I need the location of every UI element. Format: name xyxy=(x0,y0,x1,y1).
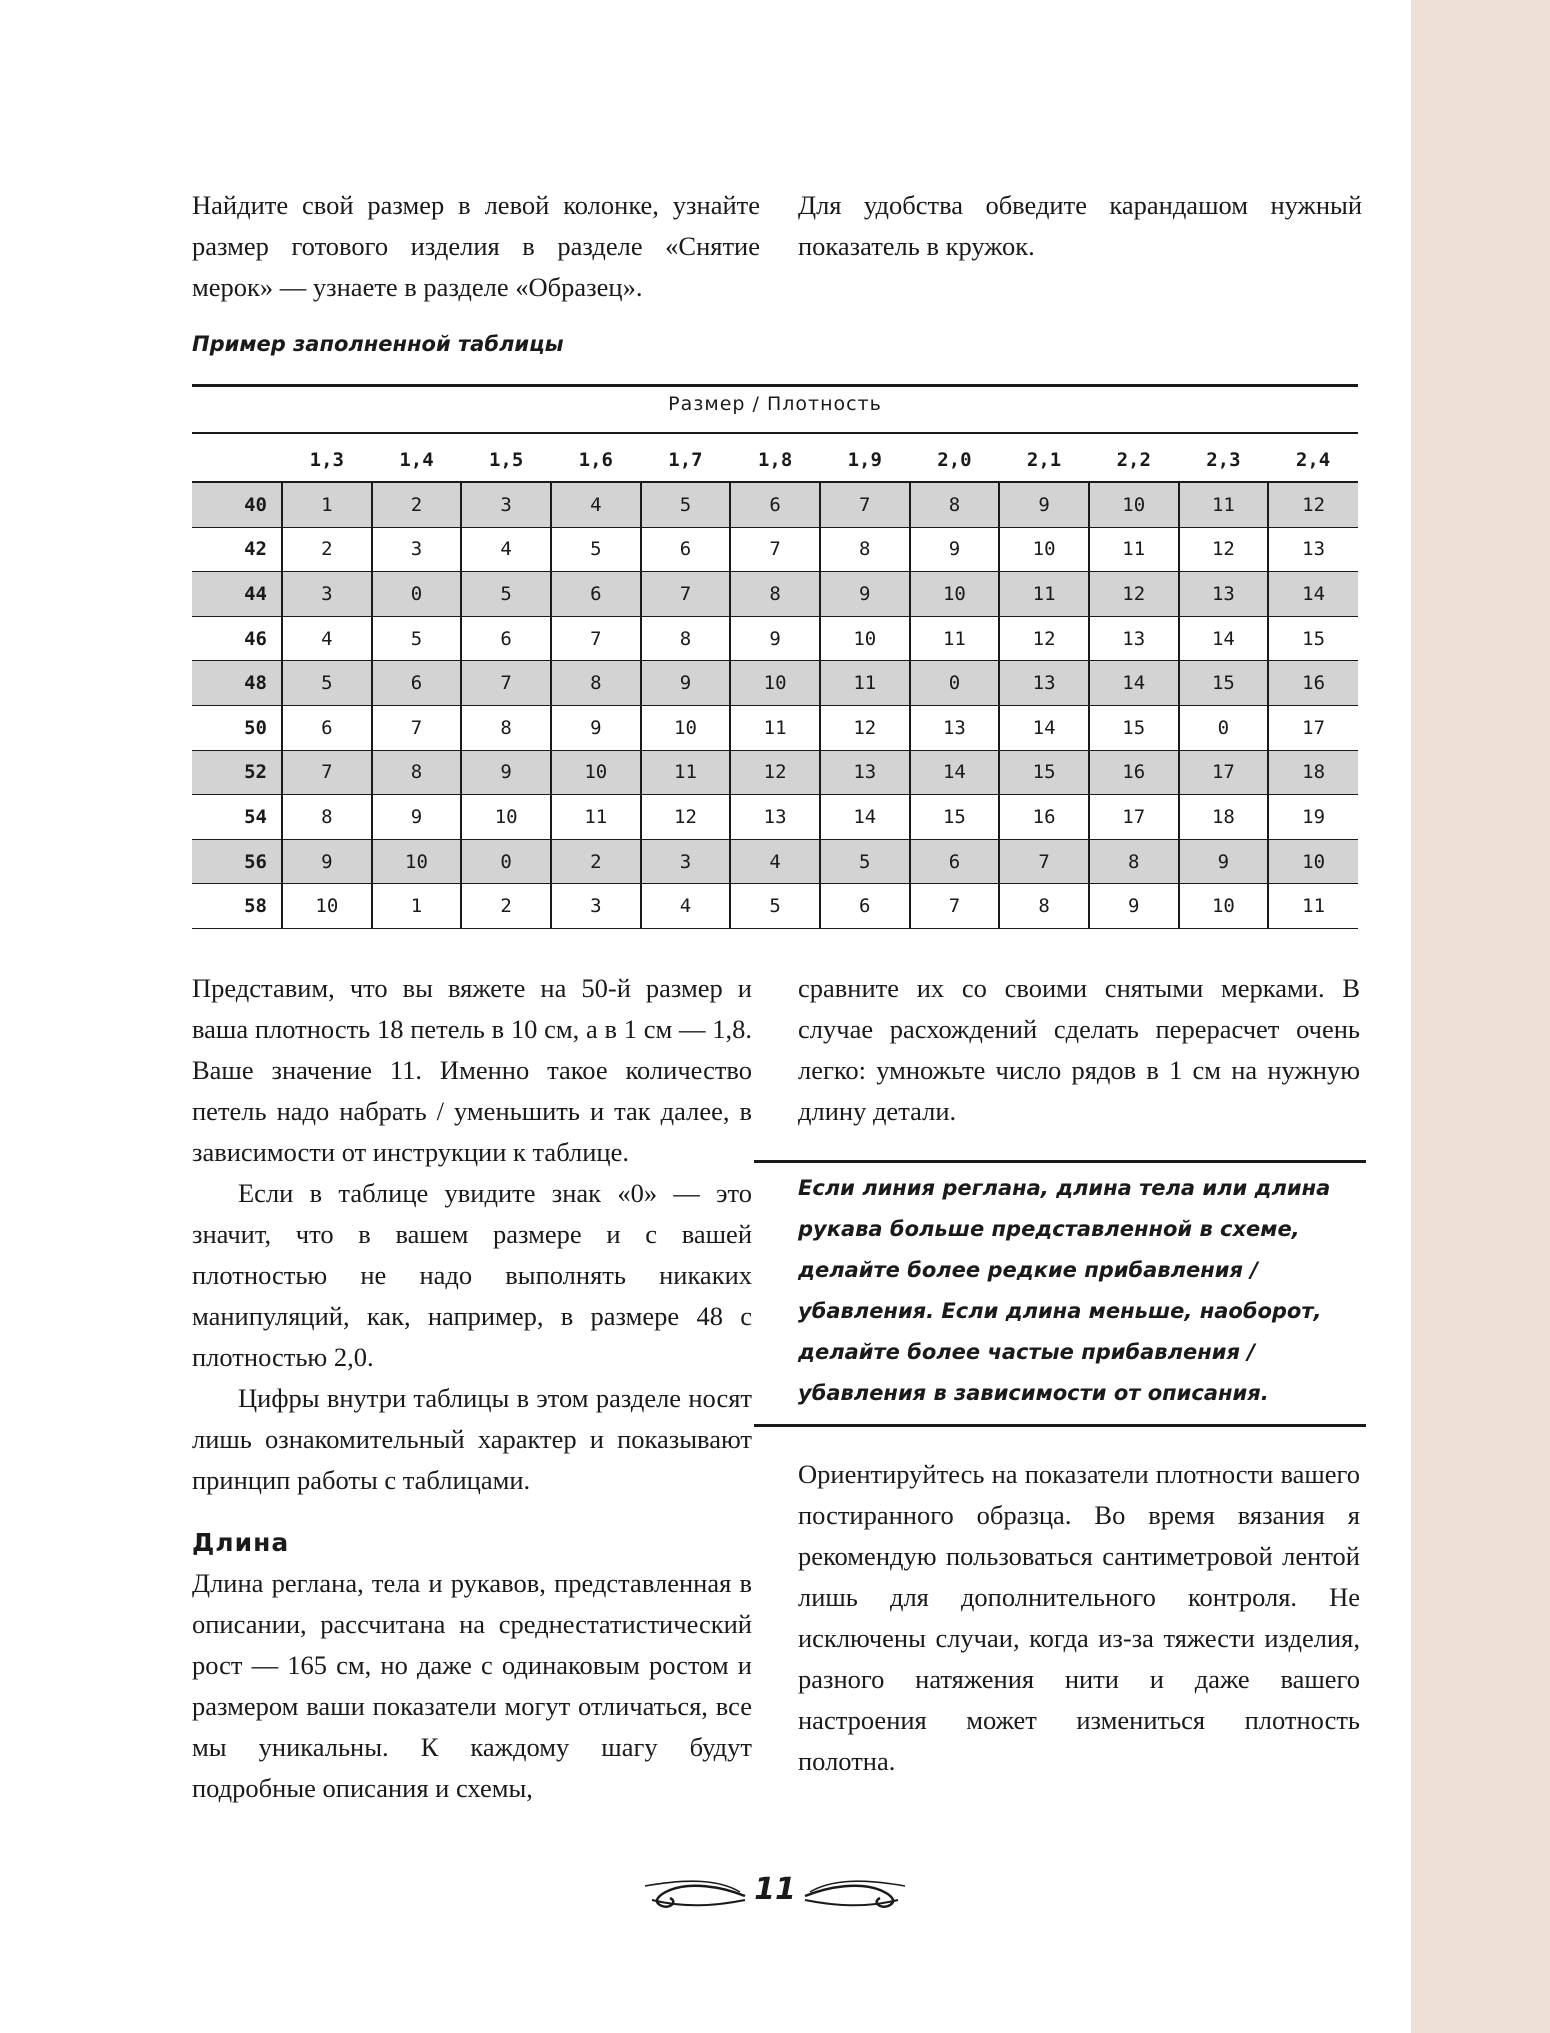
value-cell: 11 xyxy=(1268,884,1358,929)
table-row xyxy=(192,572,1358,617)
table-row xyxy=(192,483,1358,527)
value-cell: 6 xyxy=(730,483,820,527)
value-cell: 2 xyxy=(372,483,462,527)
example-paragraph: Представим, что вы вяжете на 50-й размер и ваша плотность 18 петель в 10 см, а в 1 см — 1,8. Ваше значение 11. Именно такое количество петель надо набрать / уменьшить и так далее, в зависимости от инструкции к таблице. xyxy=(192,973,752,1167)
value-cell: 6 xyxy=(461,616,551,661)
value-cell: 9 xyxy=(910,527,1000,572)
value-cell: 5 xyxy=(730,884,820,929)
size-density-table xyxy=(192,483,1358,929)
value-cell: 6 xyxy=(820,884,910,929)
value-cell: 11 xyxy=(1179,483,1269,527)
value-cell: 7 xyxy=(910,884,1000,929)
value-cell: 11 xyxy=(730,705,820,750)
value-cell: 11 xyxy=(1089,527,1179,572)
density-header: 1,4 xyxy=(399,449,434,471)
note-box: Если линия реглана, длина тела или длина рукава больше представленной в схеме, делайте более редкие прибавления / убавления. Если длина меньше, наоборот, делайте более частые прибавления / убавления в зависимости от описания. xyxy=(798,1176,1331,1405)
value-cell: 7 xyxy=(282,750,372,795)
value-cell: 5 xyxy=(282,661,372,706)
table-row xyxy=(192,616,1358,661)
value-cell: 10 xyxy=(372,839,462,884)
value-cell: 8 xyxy=(282,795,372,840)
value-cell: 2 xyxy=(551,839,641,884)
value-cell: 18 xyxy=(1268,750,1358,795)
value-cell: 13 xyxy=(1268,527,1358,572)
value-cell: 1 xyxy=(372,884,462,929)
table-row xyxy=(192,795,1358,840)
value-cell: 9 xyxy=(1179,839,1269,884)
value-cell: 15 xyxy=(1179,661,1269,706)
density-header: 1,8 xyxy=(757,449,793,471)
value-cell: 13 xyxy=(999,661,1089,706)
value-cell: 4 xyxy=(282,616,372,661)
value-cell: 15 xyxy=(1268,616,1358,661)
table-row xyxy=(192,839,1358,884)
top-left-text xyxy=(192,185,760,308)
value-cell: 6 xyxy=(641,527,731,572)
density-header: 1,3 xyxy=(309,449,344,471)
length-paragraph: Длина реглана, тела и рукавов, представленная в описании, рассчитана на среднестатистический рост — 165 см, но даже с одинаковым ростом и размером ваши показатели могут отличаться, все мы уникальны. К каждому шагу будут подробные описания и схемы, xyxy=(192,1568,752,1803)
value-cell: 12 xyxy=(820,705,910,750)
value-cell: 6 xyxy=(282,705,372,750)
value-cell: 13 xyxy=(910,705,1000,750)
value-cell: 13 xyxy=(820,750,910,795)
value-cell: 8 xyxy=(551,661,641,706)
value-cell: 3 xyxy=(282,572,372,617)
density-header: 1,6 xyxy=(578,449,613,471)
value-cell: 15 xyxy=(910,795,1000,840)
value-cell: 16 xyxy=(999,795,1089,840)
value-cell: 5 xyxy=(641,483,731,527)
density-header: 2,2 xyxy=(1116,449,1151,471)
value-cell: 8 xyxy=(730,572,820,617)
value-cell: 10 xyxy=(1089,483,1179,527)
density-header: 2,0 xyxy=(937,449,972,471)
value-cell: 2 xyxy=(461,884,551,929)
density-header: 1,9 xyxy=(847,449,882,471)
value-cell: 17 xyxy=(1179,750,1269,795)
value-cell: 4 xyxy=(551,483,641,527)
table-caption: Пример заполненной таблицы xyxy=(192,332,564,356)
size-cell: 50 xyxy=(192,705,282,750)
value-cell: 11 xyxy=(641,750,731,795)
tip-paragraph: Для удобства обведите карандашом нужный показатель в кружок. xyxy=(798,190,1362,261)
value-cell: 8 xyxy=(641,616,731,661)
value-cell: 0 xyxy=(910,661,1000,706)
value-cell: 14 xyxy=(1089,661,1179,706)
density-header: 1,5 xyxy=(488,449,524,471)
note-bottom-rule xyxy=(754,1424,1366,1427)
value-cell: 10 xyxy=(910,572,1000,617)
value-cell: 6 xyxy=(551,572,641,617)
value-cell: 8 xyxy=(1089,839,1179,884)
value-cell: 7 xyxy=(461,661,551,706)
bottom-right-text-2 xyxy=(798,1454,1360,1782)
value-cell: 16 xyxy=(1089,750,1179,795)
value-cell: 1 xyxy=(282,483,372,527)
value-cell: 9 xyxy=(999,483,1089,527)
value-cell: 0 xyxy=(461,839,551,884)
value-cell: 18 xyxy=(1179,795,1269,840)
value-cell: 14 xyxy=(999,705,1089,750)
value-cell: 0 xyxy=(1179,705,1269,750)
value-cell: 8 xyxy=(999,884,1089,929)
value-cell: 13 xyxy=(1179,572,1269,617)
value-cell: 5 xyxy=(461,572,551,617)
top-right-text xyxy=(798,185,1362,267)
bottom-left-text xyxy=(192,968,752,1809)
value-cell: 7 xyxy=(820,483,910,527)
side-band xyxy=(1411,0,1550,2033)
value-cell: 7 xyxy=(551,616,641,661)
density-header: 2,4 xyxy=(1295,449,1331,471)
value-cell: 8 xyxy=(372,750,462,795)
value-cell: 10 xyxy=(999,527,1089,572)
table-header-row xyxy=(192,440,1358,480)
value-cell: 9 xyxy=(282,839,372,884)
value-cell: 7 xyxy=(730,527,820,572)
size-cell: 54 xyxy=(192,795,282,840)
note-top-rule xyxy=(754,1160,1366,1163)
value-cell: 4 xyxy=(641,884,731,929)
value-cell: 5 xyxy=(551,527,641,572)
value-cell: 14 xyxy=(1268,572,1358,617)
size-cell: 40 xyxy=(192,483,282,527)
value-cell: 9 xyxy=(372,795,462,840)
value-cell: 12 xyxy=(730,750,820,795)
table-row xyxy=(192,705,1358,750)
value-cell: 7 xyxy=(372,705,462,750)
table-row xyxy=(192,661,1358,706)
value-cell: 11 xyxy=(910,616,1000,661)
value-cell: 14 xyxy=(820,795,910,840)
value-cell: 3 xyxy=(551,884,641,929)
value-cell: 17 xyxy=(1089,795,1179,840)
value-cell: 10 xyxy=(820,616,910,661)
value-cell: 8 xyxy=(910,483,1000,527)
density-header: 1,7 xyxy=(668,449,703,471)
value-cell: 9 xyxy=(730,616,820,661)
value-cell: 13 xyxy=(730,795,820,840)
value-cell: 19 xyxy=(1268,795,1358,840)
value-cell: 10 xyxy=(641,705,731,750)
compare-paragraph: сравните их со своими снятыми мерками. В случае расхождений сделать перерасчет очень легко: умножьте число рядов в 1 см на нужную длину детали. xyxy=(798,973,1360,1126)
value-cell: 6 xyxy=(372,661,462,706)
value-cell: 12 xyxy=(641,795,731,840)
value-cell: 13 xyxy=(1089,616,1179,661)
right-ornament-icon xyxy=(800,1876,910,1916)
value-cell: 15 xyxy=(1089,705,1179,750)
value-cell: 10 xyxy=(282,884,372,929)
density-paragraph: Ориентируйтесь на показатели плотности вашего постиранного образца. Во время вязания я рекомендую пользоваться сантиметровой лентой лишь для дополнительного контроля. Не исключены случаи, когда из-за тяжести изделия, разного натяжения нити и даже вашего настроения может измениться плотность полотна. xyxy=(798,1459,1360,1776)
value-cell: 5 xyxy=(820,839,910,884)
zero-sign-paragraph: Если в таблице увидите знак «0» — это значит, что в вашем размере и с вашей плотностью не надо выполнять никаких манипуляций, как, например, в размере 48 с плотностью 2,0. xyxy=(192,1178,752,1372)
size-cell: 56 xyxy=(192,839,282,884)
value-cell: 8 xyxy=(820,527,910,572)
value-cell: 9 xyxy=(641,661,731,706)
value-cell: 3 xyxy=(641,839,731,884)
value-cell: 9 xyxy=(461,750,551,795)
bottom-right-text xyxy=(798,968,1360,1132)
value-cell: 9 xyxy=(551,705,641,750)
disclaimer-paragraph: Цифры внутри таблицы в этом разделе носят лишь ознакомительный характер и показывают принцип работы с таблицами. xyxy=(192,1383,752,1495)
value-cell: 12 xyxy=(999,616,1089,661)
value-cell: 14 xyxy=(1179,616,1269,661)
value-cell: 14 xyxy=(910,750,1000,795)
value-cell: 11 xyxy=(551,795,641,840)
table-row xyxy=(192,750,1358,795)
value-cell: 3 xyxy=(461,483,551,527)
value-cell: 12 xyxy=(1268,483,1358,527)
value-cell: 8 xyxy=(461,705,551,750)
value-cell: 12 xyxy=(1179,527,1269,572)
header-blank xyxy=(192,440,282,480)
table-row xyxy=(192,884,1358,929)
density-header: 2,3 xyxy=(1206,449,1241,471)
value-cell: 4 xyxy=(461,527,551,572)
table-title-rule xyxy=(192,432,1358,434)
value-cell: 10 xyxy=(461,795,551,840)
value-cell: 10 xyxy=(1268,839,1358,884)
value-cell: 0 xyxy=(372,572,462,617)
value-cell: 9 xyxy=(820,572,910,617)
table-top-rule xyxy=(192,384,1358,387)
value-cell: 11 xyxy=(999,572,1089,617)
table-row xyxy=(192,527,1358,572)
size-cell: 44 xyxy=(192,572,282,617)
value-cell: 5 xyxy=(372,616,462,661)
value-cell: 2 xyxy=(282,527,372,572)
density-header: 2,1 xyxy=(1026,449,1062,471)
value-cell: 10 xyxy=(730,661,820,706)
value-cell: 4 xyxy=(730,839,820,884)
value-cell: 16 xyxy=(1268,661,1358,706)
size-cell: 42 xyxy=(192,527,282,572)
value-cell: 17 xyxy=(1268,705,1358,750)
size-cell: 58 xyxy=(192,884,282,929)
value-cell: 10 xyxy=(1179,884,1269,929)
value-cell: 3 xyxy=(372,527,462,572)
section-heading-length: Длина xyxy=(192,1528,290,1557)
value-cell: 15 xyxy=(999,750,1089,795)
value-cell: 11 xyxy=(820,661,910,706)
table-title: Размер / Плотность xyxy=(668,393,882,415)
size-cell: 52 xyxy=(192,750,282,795)
size-cell: 46 xyxy=(192,616,282,661)
value-cell: 6 xyxy=(910,839,1000,884)
value-cell: 12 xyxy=(1089,572,1179,617)
value-cell: 7 xyxy=(641,572,731,617)
value-cell: 7 xyxy=(999,839,1089,884)
value-cell: 9 xyxy=(1089,884,1179,929)
page-number: 11 xyxy=(754,1872,796,1907)
size-cell: 48 xyxy=(192,661,282,706)
intro-paragraph: Найдите свой размер в левой колонке, узнайте размер готового изделия в разделе «Снятие мерок» — узнаете в разделе «Образец». xyxy=(192,190,760,302)
value-cell: 10 xyxy=(551,750,641,795)
